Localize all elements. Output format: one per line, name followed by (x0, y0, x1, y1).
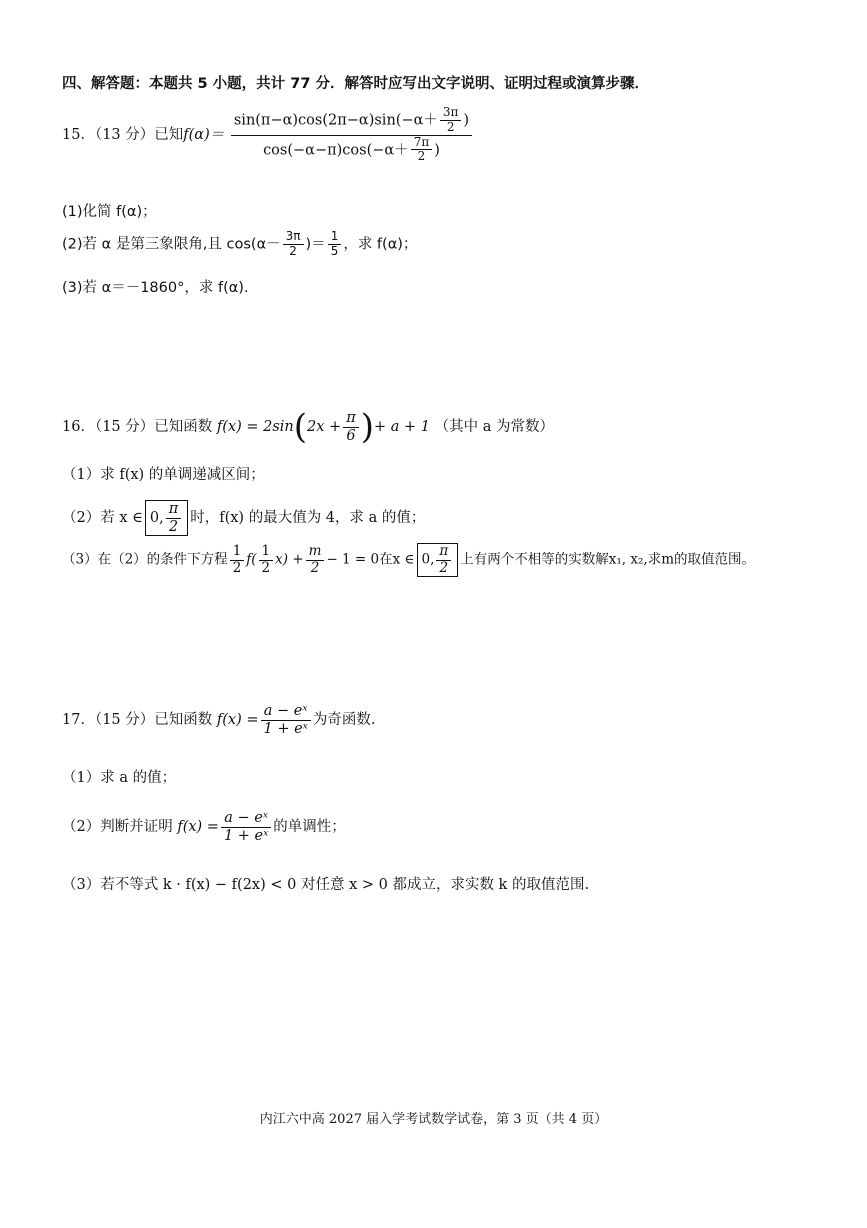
q17-p2-a: （2）判断并证明 (62, 819, 173, 836)
q16-p2-frac-den: 2 (168, 518, 179, 535)
q16-p3-m-den: 2 (310, 559, 320, 576)
q15-p2-val-num: 1 (328, 230, 342, 245)
q16-inner-frac-den: 6 (346, 427, 356, 444)
q15-p2-c: ，求 f(α)； (343, 236, 418, 253)
q16-p3-b: − 1 = 0在x ∈ (326, 551, 415, 568)
q15-num-frac-den: 2 (446, 119, 455, 134)
q17-prefix: 17．（15 分）已知函数 (62, 712, 213, 729)
q16-p3-interval-left: 0, (421, 551, 435, 568)
q16-p3-half-num: 1 (230, 544, 245, 561)
q16-p2-interval-left: 0, (149, 510, 164, 527)
page-footer: 内江六中高 2027 届入学考试数学试卷，第 3 页（共 4 页） (259, 1112, 608, 1127)
q17-part1: （1）求 a 的值； (62, 770, 177, 786)
q15-den-frac-num: 7π (411, 136, 433, 151)
q15-main-fraction (231, 106, 472, 164)
q16-p3-inner-num: 1 (259, 544, 274, 561)
q15-p2-frac-num: 3π (283, 230, 304, 245)
q16-inner-a: 2x + (307, 419, 342, 436)
q16-note: （其中 a 为常数） (434, 419, 554, 436)
q16-p3-c: 上有两个不相等的实数解x₁, x₂,求m的取值范围。 (460, 551, 756, 568)
q15-p2-val-den: 5 (330, 243, 339, 258)
q16-p2-frac-num: π (166, 501, 182, 519)
q16-p3-frac-den: 2 (439, 559, 449, 576)
q15-num-frac-num: 3π (440, 106, 462, 121)
q17-part2: （2）判断并证明 f(x) = $\frac{\text{a − eˣ}}{\text{1 + eˣ}}$ 的单调性； (62, 810, 346, 844)
q15-part1: (1)化简 f(α)； (62, 204, 157, 220)
q15-numerator: sin(π−α)cos(2π−α)sin(−α＋ (233, 112, 438, 129)
q17-p2-frac-num: a − eˣ (221, 810, 271, 828)
q16-prefix: 16．（15 分）已知函数 (62, 419, 213, 436)
q16-part1: （1）求 f(x) 的单调递减区间； (62, 467, 265, 483)
q16-part2 (62, 500, 425, 536)
q15-den-close: ) (434, 141, 440, 158)
q16-p3-half-den: 2 (232, 559, 242, 576)
q16-p3-a: （3）在（2）的条件下方程 (62, 551, 228, 568)
q16-f-expr: f(x) = 2sin (216, 419, 294, 436)
q16-p3-m-num: m (306, 544, 325, 561)
question-16: 16．（15 分）已知函数 f(x) = 2sin(2x + $\frac{\pi}{6}$ )+ a + 1 （其中 a 为常数） (62, 407, 554, 448)
q16-inner-frac-num: π (343, 410, 359, 428)
question-17 (62, 703, 375, 737)
q15-num-close: ) (463, 112, 470, 129)
q15-prefix: 15．（13 分）已知 (62, 127, 184, 144)
q15-part3: (3)若 α＝－1860°，求 f(α). (62, 280, 249, 296)
q16-p2-a: （2）若 x ∈ (62, 510, 143, 527)
q17-frac-den: 1 + eˣ (263, 720, 308, 737)
question-15 (62, 106, 474, 164)
q15-part2 (62, 230, 417, 259)
q15-p2-frac-den: 2 (289, 243, 297, 258)
q17-suffix: 为奇函数. (312, 712, 376, 729)
q16-p3-inner-den: 2 (261, 559, 271, 576)
q17-part3: （3）若不等式 k · f(x) − f(2x) < 0 对任意 x > 0 都成立，求实数 k 的取值范围. (62, 877, 590, 893)
q16-p2-b: 时，f(x) 的最大值为 4，求 a 的值； (190, 510, 426, 527)
q15-denominator: cos(−α−π)cos(−α＋ (263, 141, 409, 158)
q15-p2-b: )＝ (305, 236, 326, 253)
q17-p2-b: 的单调性； (273, 819, 346, 836)
q16-part3 (62, 543, 755, 577)
section-heading: 四、解答题：本题共 5 小题，共计 77 分．解答时应写出文字说明、证明过程或演算步骤． (62, 76, 649, 92)
q17-p2-frac-den: 1 + eˣ (223, 827, 269, 844)
q16-p3-x: x) + (275, 551, 304, 568)
q15-f-lhs: f(α)＝ (183, 127, 225, 144)
q17-f-lhs: f(x) = (216, 712, 259, 729)
q16-tail: + a + 1 (373, 419, 430, 436)
q15-den-frac-den: 2 (417, 149, 426, 164)
q17-frac-num: a − eˣ (261, 703, 311, 721)
q16-p3-frac-num: π (436, 544, 451, 561)
q16-p3-f: f( (246, 551, 257, 568)
q15-p2-a: (2)若 α 是第三象限角,且 cos(α－ (62, 236, 281, 253)
